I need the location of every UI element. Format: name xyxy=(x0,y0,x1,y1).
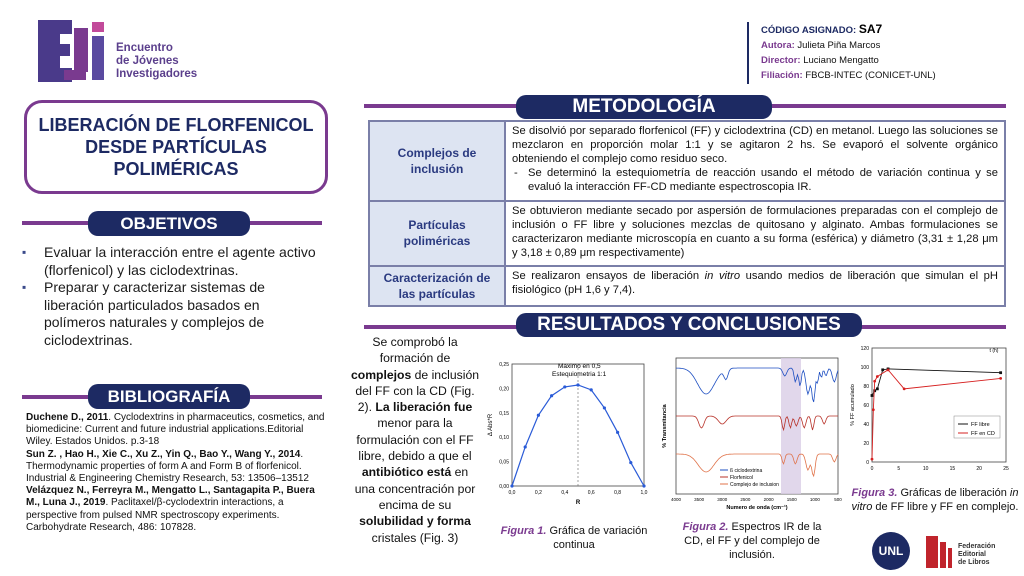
x-axis-label: R xyxy=(575,500,581,506)
director-label: Director: xyxy=(761,55,801,66)
y-tick-label: 100 xyxy=(860,365,869,371)
table-row xyxy=(369,266,1005,306)
figure-3-label: Figura 3. xyxy=(851,487,898,499)
y-tick-label: 0,05 xyxy=(499,459,509,466)
logo-line-1: Encuentro xyxy=(116,42,173,54)
series-line xyxy=(872,369,1001,396)
y-tick-label: 80 xyxy=(863,384,869,390)
figure-1-chart xyxy=(484,354,652,522)
author-line xyxy=(761,38,1007,53)
legend-label: Florfenicol xyxy=(730,475,754,481)
annotation-maximum: Maximo en 0,5 xyxy=(558,363,601,370)
data-point xyxy=(887,368,890,371)
data-point xyxy=(881,368,884,371)
author-value: Julieta Piña Marcos xyxy=(797,40,881,51)
row-body xyxy=(505,121,1005,201)
reference-text: . Cyclodextrins in pharmaceutics, cosmetics, and biomedicine: Current and future industrial applications.Editorial Wiley. Estados Unidos. p.3-18 xyxy=(26,412,325,448)
row-body xyxy=(505,201,1005,266)
row-text: usando medios de liberación que simulan el pH fisiológico (pH 1,6 y 7,4). xyxy=(512,270,998,297)
eji-logo-mark xyxy=(34,16,110,86)
x-tick-label: 10 xyxy=(922,466,929,472)
y-tick-label: 0,20 xyxy=(499,386,509,393)
filiacion-line xyxy=(761,68,1007,83)
filiacion-value: FBCB-INTEC (CONICET-UNL) xyxy=(805,70,936,81)
reference-authors: Sun Z. , Hao H., Xie C., Xu Z., Yin Q., Bao Y., Wang Y., 2014 xyxy=(26,448,301,460)
reference xyxy=(26,485,330,534)
row-subitem: - Se determinó la estequiometría de reacción usando el método de variación continua y se evaluó la interacción FF-CD mediante espectroscopia IR. xyxy=(514,167,998,193)
y-tick-label: 0,10 xyxy=(499,435,509,442)
bibliografia-heading: BIBLIOGRAFÍA xyxy=(88,384,250,409)
figure-1-label: Figura 1. xyxy=(500,525,547,537)
annotation-stoichiometry: Estequiometria 1:1 xyxy=(552,371,607,378)
logo-line-2: de Jóvenes xyxy=(116,55,179,67)
series-line-ciclodextrina xyxy=(676,368,838,402)
y-axis-label: % FF acumulado xyxy=(850,384,856,426)
row-body xyxy=(505,266,1005,306)
data-point xyxy=(999,377,1002,380)
filiacion-label: Filiación: xyxy=(761,70,803,81)
x-tick-label: 0,6 xyxy=(587,490,595,496)
svg-text:Editorial: Editorial xyxy=(958,551,987,558)
x-tick-label: 25 xyxy=(1003,466,1009,472)
x-tick-label: 1500 xyxy=(786,497,797,502)
list-item: ▪ Preparar y caracterizar sistemas de liberación particulados basados en polímeros naturales y complejos de ciclodextrinas. xyxy=(22,279,322,349)
y-tick-label: 120 xyxy=(860,346,869,352)
list-item: ▪ Evaluar la interacción entre el agente activo (florfenicol) y las ciclodextrinas. xyxy=(22,244,322,279)
data-point xyxy=(576,383,579,386)
data-point xyxy=(603,406,606,409)
x-tick-label: 1,0 xyxy=(640,490,648,496)
res-bold: antibiótico está xyxy=(361,465,452,480)
row-text-italic: in vitro xyxy=(704,270,741,283)
y-tick-label: 40 xyxy=(863,422,869,428)
x-tick-label: 0,8 xyxy=(614,490,622,496)
x-tick-label: 500 xyxy=(834,497,842,502)
row-header: Complejos de inclusión xyxy=(369,121,505,201)
reference xyxy=(26,412,330,449)
eji-logo xyxy=(34,16,214,86)
data-point xyxy=(873,380,876,383)
poster-title-text: LIBERACIÓN DE FLORFENICOL DESDE PARTÍCULAS POLIMÉRICAS xyxy=(38,115,314,179)
reference-authors: Velázquez N., Ferreyra M., Mengatto L., Santagapita P., Buera M., Luna J., 2019 xyxy=(26,485,315,509)
director-value: Luciano Mengatto xyxy=(803,55,879,66)
x-axis-label: Numero de onda (cm⁻¹) xyxy=(726,505,788,511)
y-axis-label: % Transmitancia xyxy=(662,404,668,448)
svg-text:Federación: Federación xyxy=(958,543,996,550)
table-row xyxy=(369,121,1005,201)
y-axis-label: Δ Abs*R xyxy=(488,413,494,437)
table-row xyxy=(369,201,1005,266)
y-tick-label: 0,00 xyxy=(499,484,509,490)
res-span: en una concentración por encima de su xyxy=(354,465,476,512)
x-tick-label: 15 xyxy=(949,466,956,472)
y-tick-label: 60 xyxy=(863,403,869,409)
x-tick-label: 2000 xyxy=(763,497,774,502)
resultados-text xyxy=(350,334,480,546)
x-tick-label: 0,2 xyxy=(534,490,542,496)
figure-2-caption-text: Espectros IR de la CD, el FF y del complejo de inclusión. xyxy=(684,521,822,561)
x-tick-label: 0,0 xyxy=(508,490,516,496)
data-point xyxy=(872,408,875,411)
reference-text: . Paclitaxel/β-cyclodextrin interactions, a perspective from pulsed NMR spectroscopy experiments. Carbohydrate Research, 486: 107828. xyxy=(26,497,284,533)
director-line xyxy=(761,53,1007,68)
res-bold: solubilidad y forma xyxy=(359,514,471,529)
data-point xyxy=(871,394,874,397)
x-tick-label: 3000 xyxy=(717,497,728,502)
res-span: cristales (Fig. 3) xyxy=(371,530,459,545)
row-header: Caracterización de las partículas xyxy=(369,266,505,306)
figure-3-chart xyxy=(846,340,1014,486)
data-point xyxy=(537,414,540,417)
data-point xyxy=(524,445,527,448)
figure-2-chart xyxy=(654,354,844,520)
figure-2-label: Figura 2. xyxy=(682,521,729,533)
series-line xyxy=(872,370,1001,459)
data-point xyxy=(563,385,566,388)
legend-label: Complejo de inclusion xyxy=(730,482,779,488)
res-span: de inclusión del FF con la CD (Fig. 2). xyxy=(355,367,480,415)
row-text: Se realizaron ensayos de liberación xyxy=(512,270,705,283)
poster-title xyxy=(24,100,328,194)
y-tick-label: 0 xyxy=(866,460,869,466)
series-line-florfenicol xyxy=(676,416,838,430)
x-tick-label: 5 xyxy=(897,466,901,472)
legend-label: ß ciclodextrina xyxy=(730,468,763,474)
author-label: Autora: xyxy=(761,40,795,51)
code-value: SA7 xyxy=(858,22,883,36)
x-axis-label: t (h) xyxy=(989,348,999,354)
res-span: menor para la formulación con el FF libre, debido a que el xyxy=(356,416,474,464)
resultados-heading: RESULTADOS Y CONCLUSIONES xyxy=(516,313,862,337)
data-point xyxy=(616,431,619,434)
svg-text:de Libros: de Libros xyxy=(958,559,990,566)
x-tick-label: 4000 xyxy=(670,497,682,502)
x-tick-label: 2500 xyxy=(740,497,751,502)
plot-frame xyxy=(872,348,1006,462)
eji-logo-text xyxy=(116,42,197,81)
y-tick-label: 0,15 xyxy=(499,410,509,417)
figure-1-caption xyxy=(494,524,654,552)
data-point xyxy=(876,387,879,390)
fedun-logo xyxy=(922,532,1022,572)
data-point xyxy=(903,387,906,390)
code-line xyxy=(761,22,1007,38)
metodologia-heading: METODOLOGÍA xyxy=(516,95,772,119)
data-point xyxy=(999,371,1002,374)
reference xyxy=(26,449,330,486)
data-point xyxy=(629,461,632,464)
y-tick-label: 20 xyxy=(863,441,869,447)
res-bold: La liberación fue xyxy=(375,400,473,415)
bibliografia-list xyxy=(26,412,330,534)
reference-text: . Thermodynamic properties of form A and Form B of florfenicol. Industrial & Engineering Chemistry Research, 53: 13506–13512 xyxy=(26,448,309,485)
metodologia-table xyxy=(368,120,1006,307)
figure-3-caption-text: Gráficas de liberación xyxy=(897,487,1010,499)
data-point xyxy=(642,484,645,487)
res-bold: complejos xyxy=(350,367,412,382)
figure-3-caption-italic: in vitro xyxy=(851,487,1019,513)
objetivos-list xyxy=(22,244,322,349)
figure-1-caption-text: Gráfica de variación continua xyxy=(546,525,648,551)
row-text: Se obtuvieron mediante secado por aspersión de formulaciones preparadas con el complejo de inclusión o FF libre y soluciones mezclas de quitosano y alginato. Ambas formulaciones se caracterizaron mediante microscopía en cuanto a su forma (esférica) y diámetro (3,31 ± 1,28 μm y 3,18 ± 0,89 μm respectivamente) xyxy=(512,204,998,259)
y-tick-label: 0,25 xyxy=(499,362,509,368)
unl-logo: UNL xyxy=(872,532,910,570)
legend-label: FF en CD xyxy=(971,431,995,437)
row-header: Partículas poliméricas xyxy=(369,201,505,266)
logo-line-3: Investigadores xyxy=(116,68,198,80)
author-info xyxy=(747,22,1007,84)
x-tick-label: 3500 xyxy=(694,497,705,502)
reference-authors: Duchene D., 2011 xyxy=(26,412,109,423)
data-point xyxy=(550,394,553,397)
figure-3-caption-text: de FF libre y FF en complejo. xyxy=(872,501,1019,513)
row-text: Se disolvió por separado florfenicol (FF) y ciclodextrina (CD) en metanol. Luego las soluciones se mezclaron en proporción molar 1:1 y se agitaron 2 hs. Se evaporó el solvente orgánico obteniendo el complejo como residuo seco. xyxy=(512,125,998,165)
figure-3-caption xyxy=(850,486,1020,514)
data-point xyxy=(876,375,879,378)
res-span: Se comprobó la formación de xyxy=(372,335,458,366)
x-tick-label: 0,4 xyxy=(561,490,569,496)
row-subitem-text: Se determinó la estequiometría de reacción usando el método de variación continua y se evaluó la interacción FF-CD mediante espectroscopia IR. xyxy=(528,167,998,193)
figure-2-caption xyxy=(672,520,832,562)
x-tick-label: 1000 xyxy=(809,497,820,502)
objetivos-heading: OBJETIVOS xyxy=(88,211,250,236)
legend-label: FF libre xyxy=(971,422,990,428)
x-tick-label: 20 xyxy=(976,466,982,472)
code-label: CÓDIGO ASIGNADO: xyxy=(761,25,857,36)
x-tick-label: 0 xyxy=(870,466,874,472)
data-point xyxy=(510,484,513,487)
data-point xyxy=(871,458,874,461)
data-point xyxy=(590,388,593,391)
